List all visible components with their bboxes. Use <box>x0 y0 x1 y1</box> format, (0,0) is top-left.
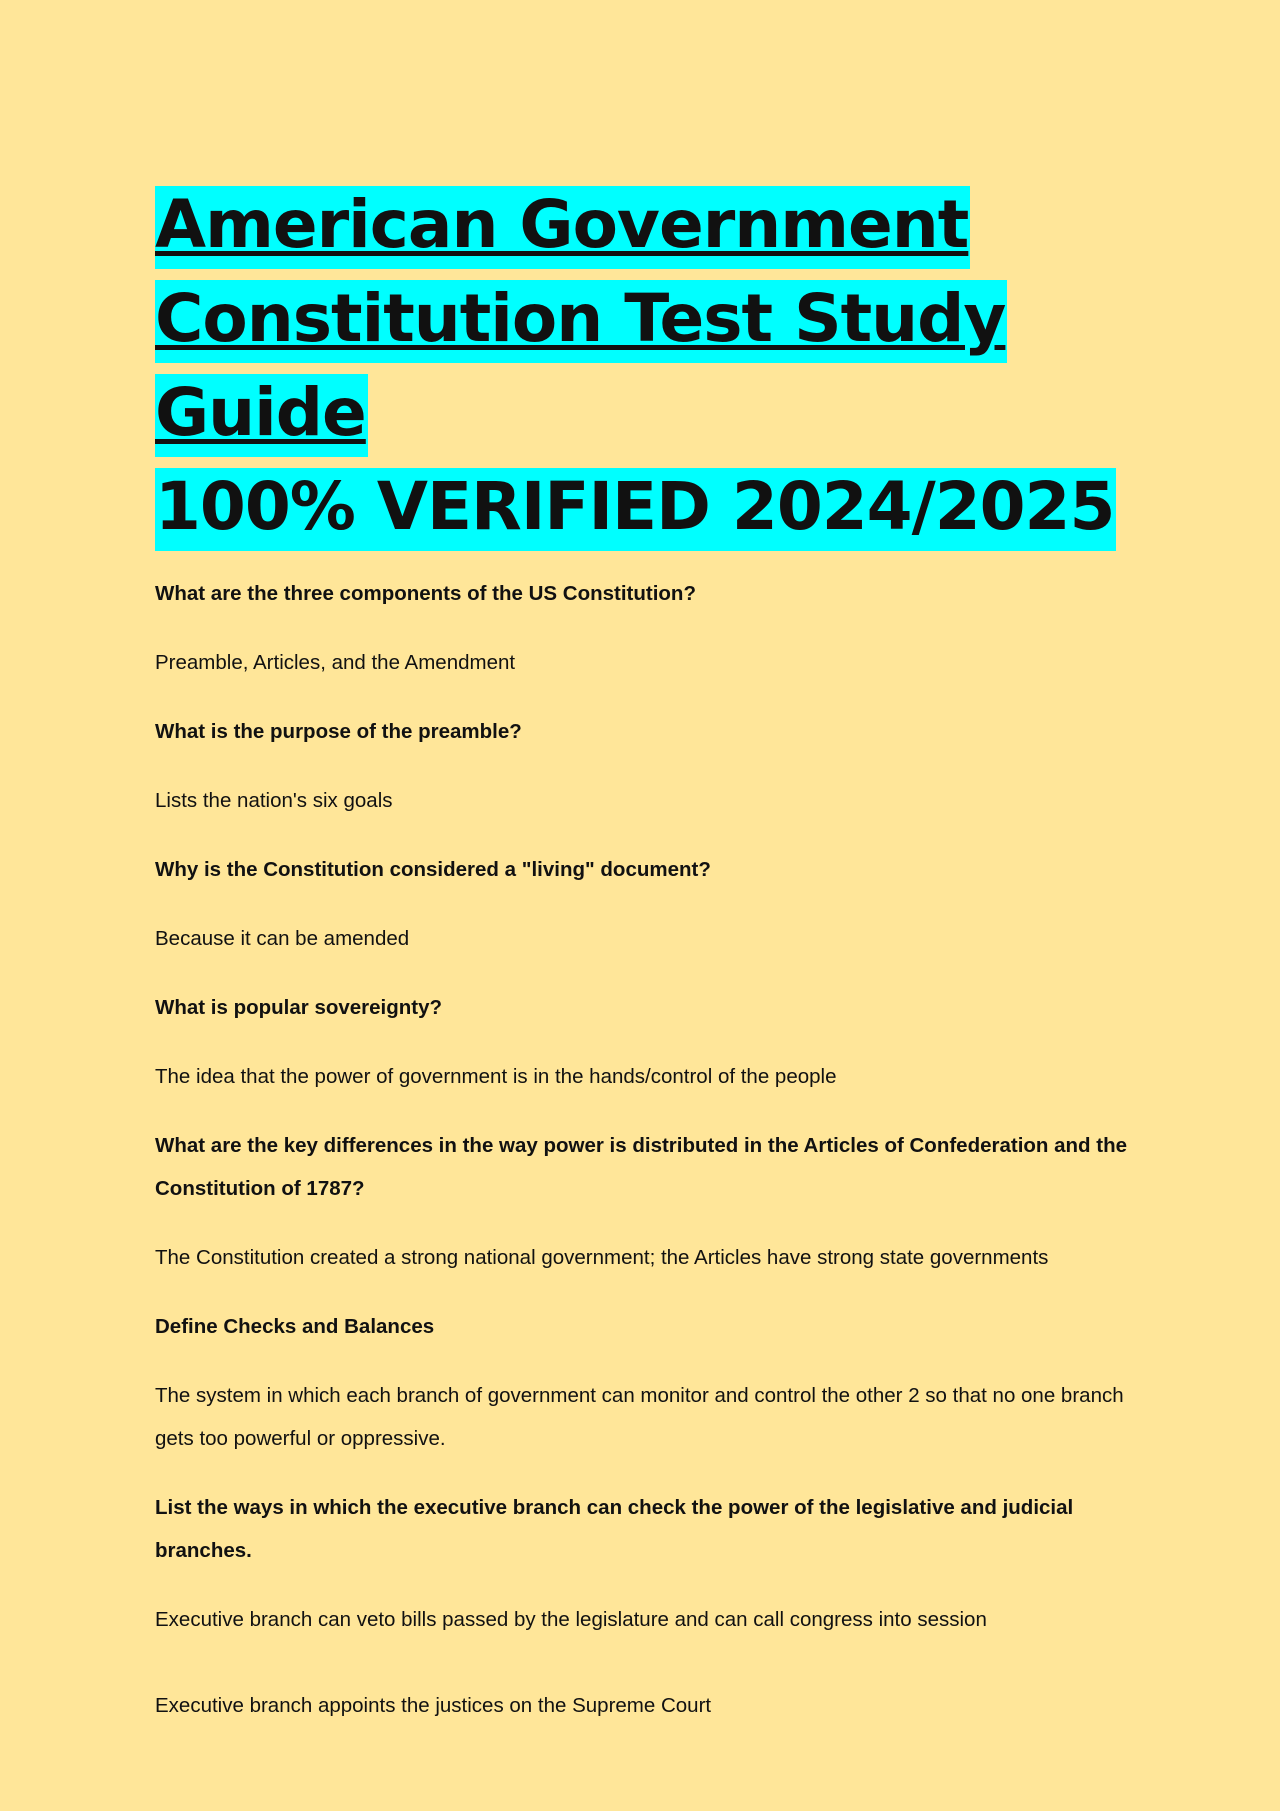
document-title <box>155 178 1155 554</box>
title-line-3: 100% VERIFIED 2024/2025 <box>155 468 1116 551</box>
question-4: What is popular sovereignty? <box>155 996 443 1019</box>
question-2: What is the purpose of the preamble? <box>155 720 522 743</box>
qa-list <box>155 572 1155 1727</box>
question-1: What are the three components of the US Constitution? <box>155 582 696 605</box>
document-page <box>155 178 1155 1727</box>
question-3: Why is the Constitution considered a "living" document? <box>155 858 711 881</box>
title-line-2: Constitution Test Study Guide <box>155 280 1007 457</box>
answer-1: Preamble, Articles, and the Amendment <box>155 651 516 674</box>
question-6: Define Checks and Balances <box>155 1315 435 1338</box>
answer-7b: Executive branch appoints the justices on the Supreme Court <box>155 1694 712 1717</box>
question-7: List the ways in which the executive branch can check the power of the legislative and judicial branches. <box>155 1496 1074 1562</box>
title-line-1: American Government <box>155 186 970 269</box>
answer-5: The Constitution created a strong national government; the Articles have strong state governments <box>155 1246 1049 1269</box>
answer-3: Because it can be amended <box>155 927 410 950</box>
question-5: What are the key differences in the way power is distributed in the Articles of Confederation and the Constitution of 1787? <box>155 1134 1128 1200</box>
answer-2: Lists the nation's six goals <box>155 789 393 812</box>
answer-7a: Executive branch can veto bills passed by the legislature and can call congress into session <box>155 1608 987 1631</box>
answer-6: The system in which each branch of government can monitor and control the other 2 so that no one branch gets too powerful or oppressive. <box>155 1384 1124 1450</box>
answer-4: The idea that the power of government is in the hands/control of the people <box>155 1065 837 1088</box>
